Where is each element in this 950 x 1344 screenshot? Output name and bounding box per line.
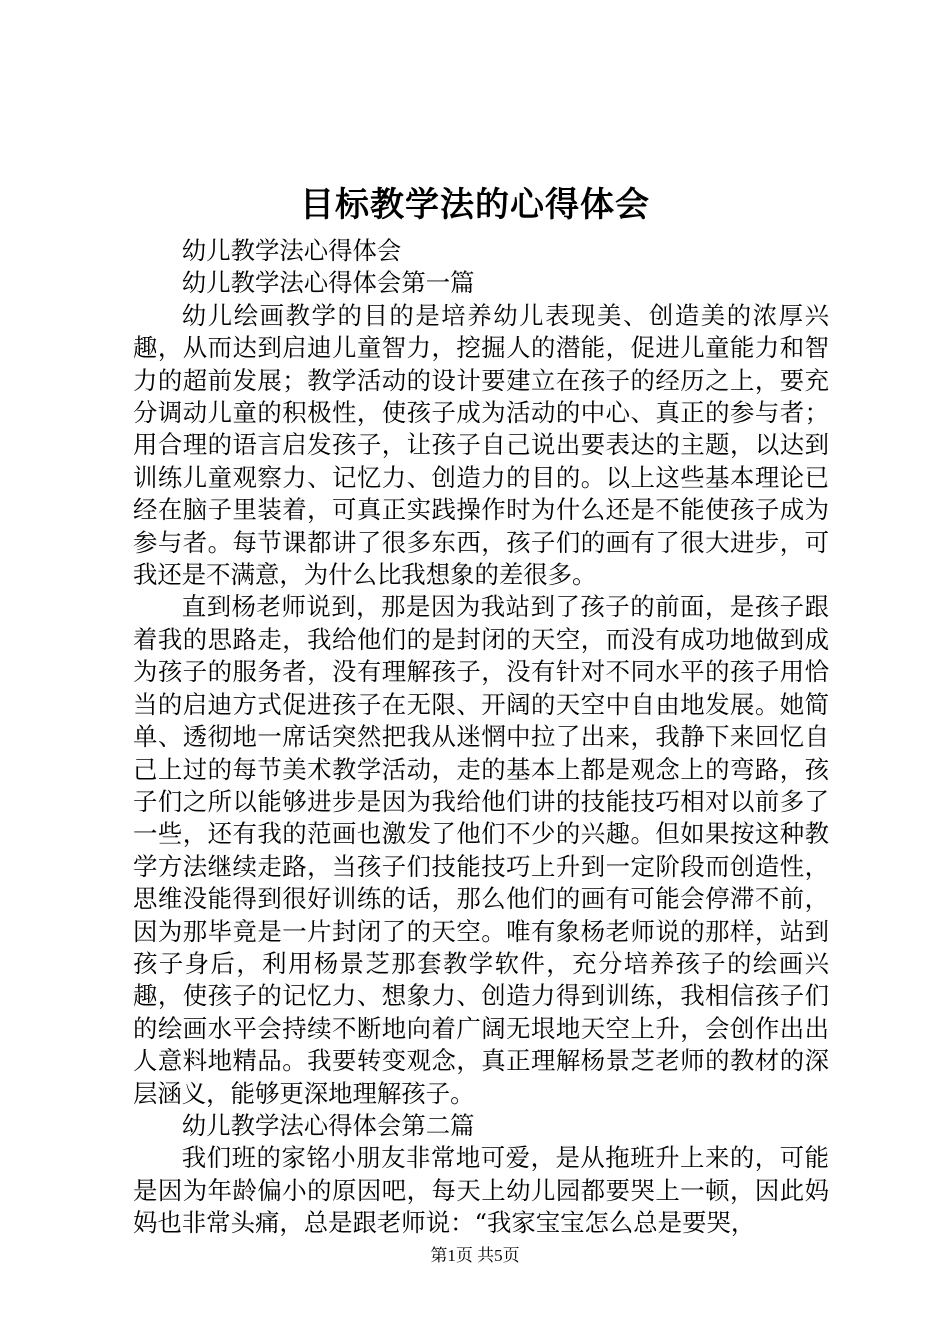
page-footer: 第1页 共5页 [430, 1246, 520, 1265]
body-paragraph: 我们班的家铭小朋友非常地可爱，是从拖班升上来的，可能是因为年龄偏小的原因吧，每天上幼儿园都要哭上一顿，因此妈妈也非常头痛，总是跟老师说：“我家宝宝怎么总是要哭， [133, 1143, 829, 1238]
section-heading-2: 幼儿教学法心得体会第二篇 [181, 1110, 475, 1140]
body-paragraph: 直到杨老师说到，那是因为我站到了孩子的前面，是孩子跟着我的思路走，我给他们的是封闭的天空，而没有成功地做到成为孩子的服务者，没有理解孩子，没有针对不同水平的孩子用恰当的启迪方式促进孩子在无限、开阔的天空中自由地发展。她简单、透彻地一席话突然把我从迷惘中拉了出来，我静下来回忆自己上过的每节美术教学活动，走的基本上都是观念上的弯路，孩子们之所以能够进步是因为我给他们讲的技能技巧相对以前多了一些，还有我的范画也激发了他们不少的兴趣。但如果按这种教学方法继续走路，当孩子们技能技巧上升到一定阶段而创造性，思维没能得到很好训练的话，那么他们的画有可能会停滞不前，因为那毕竟是一片封闭了的天空。唯有象杨老师说的那样，站到孩子身后，利用杨景芝那套教学软件，充分培养孩子的绘画兴趣，使孩子的记忆力、想象力、创造力得到训练，我相信孩子们的绘画水平会持续不断地向着广阔无垠地天空上升，会创作出出人意料地精品。我要转变观念，真正理解杨景芝老师的教材的深层涵义，能够更深地理解孩子。 [133, 592, 829, 1108]
document-title: 目标教学法的心得体会 [300, 185, 650, 225]
section-heading-1: 幼儿教学法心得体会第一篇 [181, 268, 475, 298]
subtitle-paragraph: 幼儿教学法心得体会 [181, 236, 402, 265]
body-paragraph: 幼儿绘画教学的目的是培养幼儿表现美、创造美的浓厚兴趣，从而达到启迪儿童智力，挖掘人的潜能，促进儿童能力和智力的超前发展；教学活动的设计要建立在孩子的经历之上，要充分调动儿童的积极性，使孩子成为活动的中心、真正的参与者；用合理的语言启发孩子，让孩子自己说出要表达的主题，以达到训练儿童观察力、记忆力、创造力的目的。以上这些基本理论已经在脑子里装着，可真正实践操作时为什么还是不能使孩子成为参与者。每节课都讲了很多东西，孩子们的画有了很大进步，可我还是不满意，为什么比我想象的差很多。 [133, 300, 829, 590]
document-body [133, 235, 829, 1240]
